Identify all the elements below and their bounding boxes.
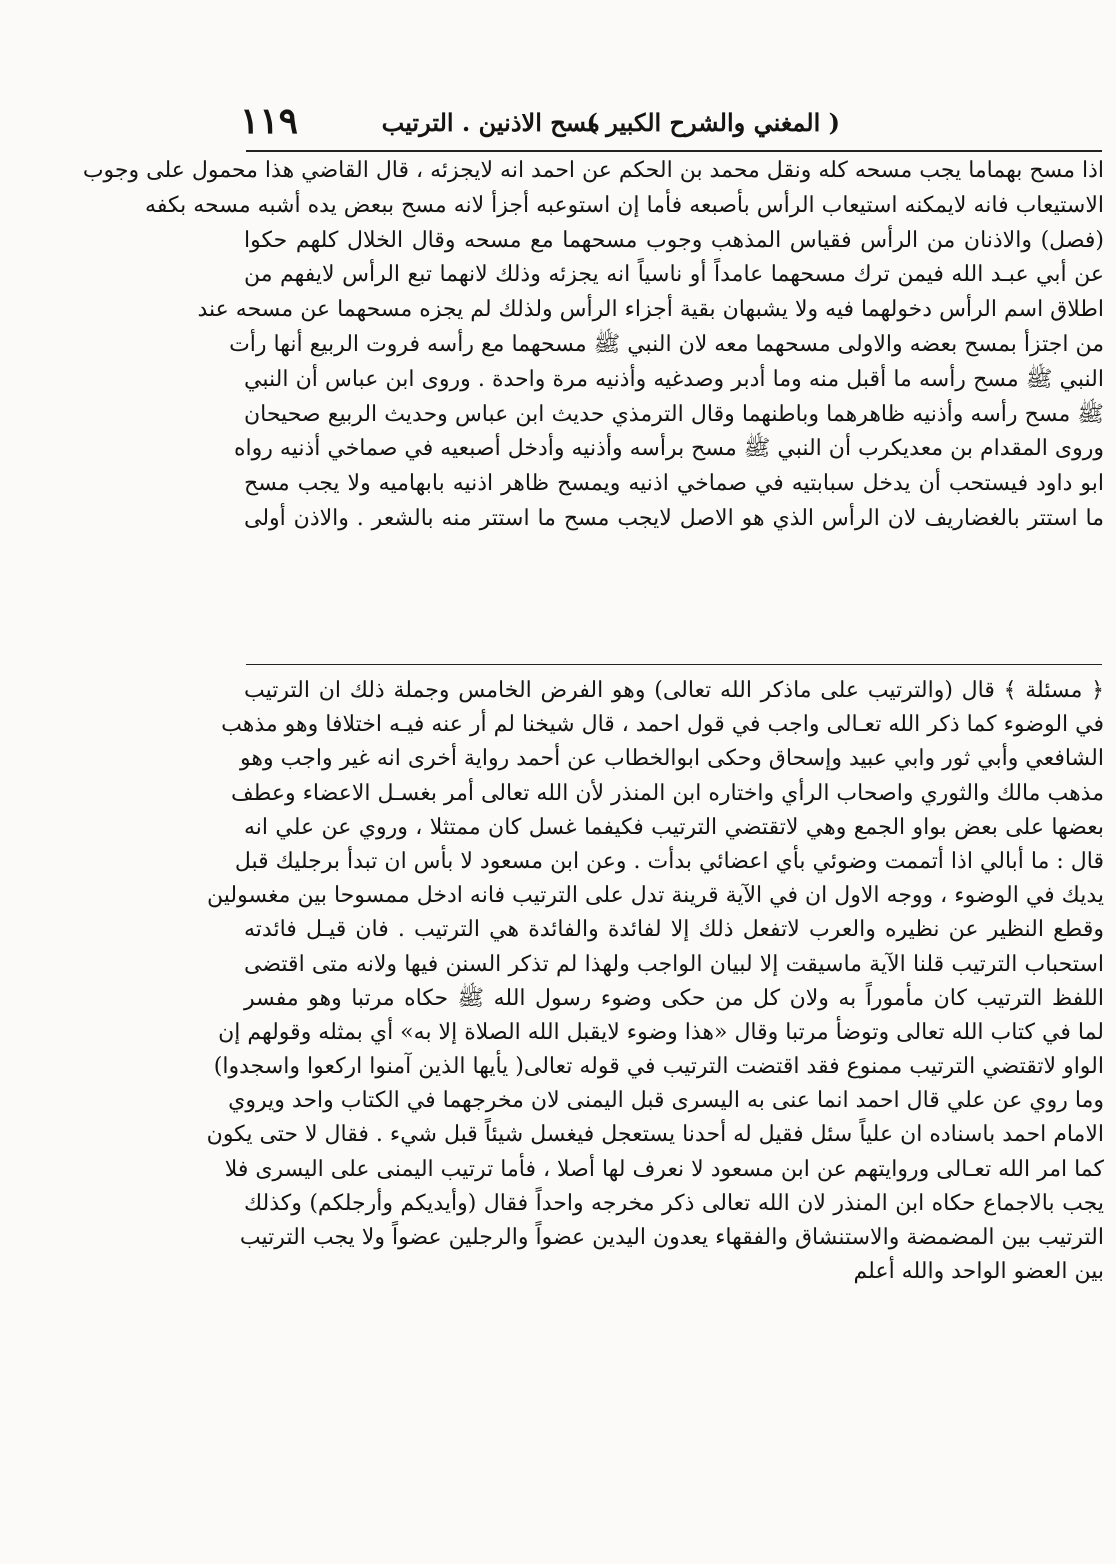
text-line: مذهب مالك والثوري واصحاب الرأي واختاره ابن المنذر لأن الله تعالى أمر بغسـل الاعضاء وعطف [231, 780, 1104, 806]
text-line: قال : ما أبالي اذا أتممت وضوئي بأي اعضائي بدأت . وعن ابن مسعود لا بأس ان تبدأ برجليك قبل [234, 848, 1104, 874]
text-line: الترتيب بين المضمضة والاستنشاق والفقهاء يعدون اليدين عضواً والرجلين عضواً ولا يجب الترتيب [239, 1225, 1104, 1250]
text-line: من اجتزأ بمسح بعضه والاولى مسحهما معه لان النبي ﷺ مسحهما مع رأسه فروت الربيع أنها رأت [229, 331, 1104, 357]
text-line: الاستيعاب فانه لايمكنه استيعاب الرأس بأصبعه فأما إن استوعبه أجزأ لانه مسح ببعض يده أشبه مسحه بكفه [145, 192, 1104, 218]
text-line: وما روي عن علي قال احمد انما عنى به اليسرى قبل اليمنى لان مخرجهما في الكتاب واحد ويروي [228, 1088, 1104, 1114]
text-line: يجب بالاجماع حكاه ابن المنذر لان الله تعالى ذكر مخرجه واحداً فقال (وأيديكم وأرجلكم) وكذلك [244, 1190, 1104, 1216]
text-line: عن أبي عبـد الله فيمن ترك مسحهما عامداً أو ناسياً انه يجزئه وذلك لانهما تبع الرأس لايفهم من [244, 262, 1104, 288]
text-line: ﴿ مسئلة ﴾ قال (والترتيب على ماذكر الله تعالى) وهو الفرض الخامس وجملة ذلك ان الترتيب [244, 678, 1104, 703]
header-rule [246, 150, 1102, 152]
page-number: ١١٩ [240, 100, 299, 142]
section-topic: مسح الاذنين . الترتيب [381, 108, 600, 137]
text-line: بين العضو الواحد والله أعلم [853, 1259, 1104, 1285]
text-line: الواو لاتقتضي الترتيب ممنوع فقد اقتضت الترتيب في قوله تعالى( يأيها الذين آمنوا اركعوا واسجدوا) [213, 1054, 1104, 1080]
top-text-block [82, 154, 1104, 537]
text-line: اطلاق اسم الرأس دخولهما فيه ولا يشبهان بقية أجزاء الرأس ولذلك لم يجزه مسحهما عن مسحه عند [197, 297, 1104, 323]
book-title: ( المغني والشرح الكبير ) [586, 108, 840, 137]
text-line: الامام احمد باسناده ان علياً سئل فقيل له أحدنا يستعجل فيغسل شيئاً قبل شيء . فقال لا حتى يكون [206, 1122, 1104, 1148]
section-divider [246, 664, 1102, 665]
bottom-text-block [206, 674, 1104, 1289]
text-line: وقطع النظير عن نظيره والعرب لاتفعل ذلك إلا لفائدة والفائدة هي الترتيب . فان قيـل فائدته [244, 917, 1104, 943]
text-line: اذا مسح بهماما يجب مسحه كله ونقل محمد بن الحكم عن احمد انه لايجزئه ، قال القاضي هذا محمول على وجوب [82, 158, 1104, 183]
text-line: وروى المقدام بن معديكرب أن النبي ﷺ مسح برأسه وأذنيه وأدخل أصبعيه في صماخي أذنيه رواه [234, 436, 1104, 462]
text-line: في الوضوء كما ذكر الله تعـالى واجب في قول احمد ، قال شيخنا لم أر عنه فيـه اختلافا وهو مذهب [221, 712, 1104, 738]
text-line: ابو داود فيستحب أن يدخل سبابتيه في صماخي اذنيه ويمسح ظاهر اذنيه بابهاميه ولا يجب مسح [244, 471, 1104, 497]
text-line: النبي ﷺ مسح رأسه ما أقبل منه وما أدبر وصدغيه وأذنيه مرة واحدة . وروى ابن عباس أن النبي [244, 366, 1104, 392]
text-line: اللفظ الترتيب كان مأموراً به ولان كل من حكى وضوء رسول الله ﷺ حكاه مرتبا وهو مفسر [244, 985, 1104, 1011]
text-line: استحباب الترتيب قلنا الآية ماسيقت إلا لبيان الواجب ولهذا لم تذكر السنن فيها ولانه متى اقتضى [244, 951, 1104, 977]
text-line: كما امر الله تعـالى وروايتهم عن ابن مسعود لا نعرف لها أصلا ، فأما ترتيب اليمنى على اليسرى فلا [224, 1156, 1104, 1182]
text-line: يديك في الوضوء ، ووجه الاول ان في الآية قرينة تدل على الترتيب فانه ادخل ممسوحا بين مغسولين [206, 883, 1104, 909]
text-line: ما استتر بالغضاريف لان الرأس الذي هو الاصل لايجب مسح ما استتر منه بالشعر . والاذن أولى [244, 505, 1104, 531]
text-line: لما في كتاب الله تعالى وتوضأ مرتبا وقال «هذا وضوء لايقبل الله الصلاة إلا به» أي بمثله وقولهم إن [218, 1019, 1104, 1045]
text-line: (فصل) والاذنان من الرأس فقياس المذهب وجوب مسحهما مع مسحه وقال الخلال كلهم حكوا [244, 227, 1104, 253]
text-line: الشافعي وأبي ثور وابي عبيد وإسحاق وحكى ابوالخطاب عن أحمد رواية أخرى انه غير واجب وهو [240, 746, 1104, 772]
text-line: ﷺ مسح رأسه وأذنيه ظاهرهما وباطنهما وقال الترمذي حديث ابن عباس وحديث الربيع صحيحان [244, 401, 1104, 427]
text-line: بعضها على بعض بواو الجمع وهي لاتقتضي الترتيب فكيفما غسل كان ممتثلا ، وروي عن علي انه [244, 814, 1104, 840]
running-header [240, 100, 840, 150]
